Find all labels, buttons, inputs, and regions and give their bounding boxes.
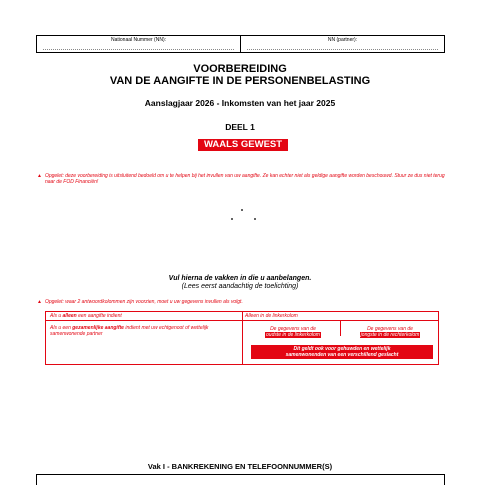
nn-partner-field[interactable]: [240, 36, 444, 52]
same-sex-note-banner: Dit geldt ook voor gehuwden en wettelijk samenwonenden van een verschillend geslacht: [251, 345, 433, 359]
columns-warning-text: Opgelet: waar 2 antwoordkolommen zijn voorzien, moet u uw gegevens invullen als volgt.: [44, 299, 243, 305]
nn-partner-input-line[interactable]: [247, 49, 438, 50]
decorative-dot: [241, 209, 243, 211]
table-divider: [340, 321, 341, 336]
decorative-dot: [254, 218, 256, 220]
part-label: DEEL 1: [225, 122, 255, 132]
disclaimer-warning: [37, 173, 447, 185]
columns-warning: [37, 299, 447, 305]
single-declaration-value: Alleen in de linkerkolom: [245, 313, 298, 319]
section-title-vak1: Vak I - BANKREKENING EN TELEFOONNUMMER(S): [147, 462, 333, 471]
region-badge: WAALS GEWEST: [198, 139, 288, 151]
assessment-year-subtitle: Aanslagjaar 2026 - Inkomsten van het jaar 2025: [144, 98, 336, 108]
title-line2: VAN DE AANGIFTE IN DE PERSONENBELASTING: [109, 75, 371, 87]
declaration-type-table: [45, 311, 439, 365]
left-column-header: De gegevens van de oudste in de linkerkolom: [266, 326, 320, 338]
instructions-line2: (Lees eerst aandachtig de toelichting): [181, 283, 299, 290]
instructions: [0, 275, 480, 291]
warning-icon: ▲: [37, 299, 42, 305]
warning-icon: ▲: [37, 173, 42, 179]
decorative-dot: [231, 218, 233, 220]
nn-input-line[interactable]: [43, 49, 234, 50]
nn-partner-label: NN (partner):: [327, 37, 358, 43]
nn-field[interactable]: [37, 36, 240, 52]
right-column-header: De gegevens van de jongste in de rechterkolom: [360, 326, 420, 338]
single-declaration-label: Als u alleen een aangifte indient: [50, 313, 122, 319]
title-line1: VOORBEREIDING: [193, 63, 287, 75]
national-number-box: [36, 35, 445, 53]
table-divider: [242, 312, 243, 364]
instructions-line1: Vul hierna de vakken in die u aanbelangen.: [168, 275, 312, 282]
joint-declaration-label: Als u een gezamenlijke aangifte indient met uw echtgenoot of wettelijk samenwonende partner: [50, 325, 209, 337]
nn-label: Nationaal Nummer (NN):: [110, 37, 166, 43]
disclaimer-text: Opgelet: deze voorbereiding is uitsluitend bedoeld om u te helpen bij het invullen van uw aangifte. Ze kan echter niet als geldige aangifte worden beschouwd. Stuur ze dus niet terug naar de FOD Financiën!: [44, 173, 445, 185]
